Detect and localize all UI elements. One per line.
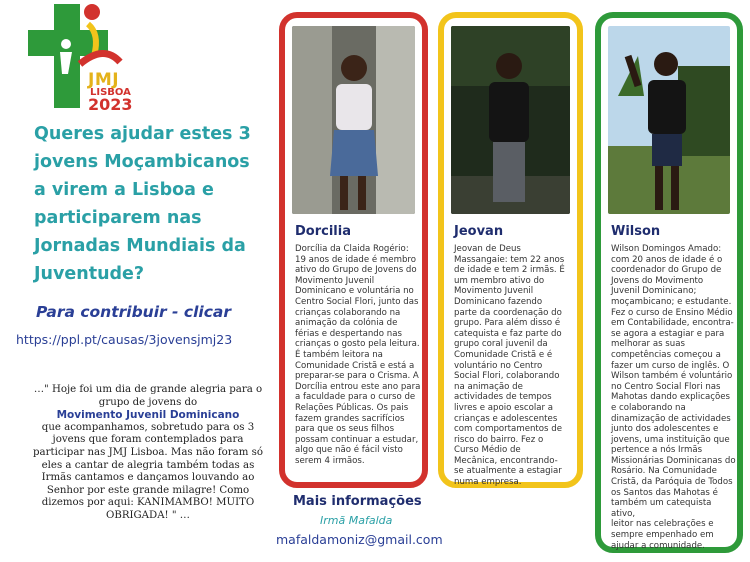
quote-body: que acompanhamos, sobretudo para os 3 jovens que foram contemplados para participar nas JMJ Lisboa. Mas não foram só eles a cantar de alegria também todas as Irmãs cantamos e dançamos louvando ao Senhor por este grande milagre! Como dizemos por aqui: KANIMAMBO! MUITO OBRIGADA! " …	[33, 421, 263, 521]
quote-intro: …" Hoje foi um dia de grande alegria para o grupo de jovens do	[33, 384, 263, 408]
profile-card-jeovan	[438, 12, 583, 488]
profile-photo	[292, 26, 415, 214]
testimonial-quote	[30, 384, 266, 523]
logo-year-text: 2023	[88, 95, 133, 114]
logo-jmj-text: JMJ	[88, 70, 120, 90]
card-bio: Dorcília da Claida Rogério: 19 anos de idade é membro ativo do Grupo de Jovens do Movimento Juvenil Dominicano e voluntária no Centro Social Flori, junto das crianças colaborando na animação da colónia de férias e despertando nas crianças o gosto pela leitura. É também leitora na Comunidade Cristã e está a preparar-se para o Crisma. A Dorcília entrou este ano para a faculdade para o curso de Relações Públicas. Os pais fazem grandes sacrifícios para que os seus filhos possam continuar a estudar, algo que não é fácil visto serem 4 irmãos.	[295, 244, 421, 466]
profile-photo	[608, 26, 730, 214]
quote-group-name: Movimento Juvenil Dominicano	[56, 409, 240, 422]
card-name: Jeovan	[454, 224, 504, 239]
contribute-link[interactable]: https://ppl.pt/causas/3jovensjmj23	[16, 332, 233, 347]
contact-email-link[interactable]: mafaldamoniz@gmail.com	[276, 532, 443, 547]
card-bio: Jeovan de Deus Massangaie: tem 22 anos de idade e tem 2 irmãs. É um membro ativo do Movimento Juvenil Dominicano fazendo parte da coordenação do grupo. Para além disso é catequista e faz parte do grupo coral juvenil da Comunidade Cristã e é voluntário no Centro Social Flori, colaborando na animação de actividades de tempos livres e apoio escolar a crianças e adolescentes com comportamentos de risco do bairro. Fez o Curso Médio de Mecânica, encontrando- se atualmente a estagiar numa empresa.	[454, 244, 565, 488]
card-name: Dorcilia	[295, 224, 351, 239]
profile-photo	[451, 26, 570, 214]
profile-card-dorcilia	[279, 12, 428, 488]
headline: Queres ajudar estes 3 jovens Moçambicanos a virem a Lisboa e participarem nas Jornadas Mundiais da Juventude?	[34, 124, 251, 284]
profile-card-wilson	[595, 12, 743, 553]
card-name: Wilson	[611, 224, 661, 239]
card-bio: Wilson Domingos Amado: com 20 anos de idade é o coordenador do Grupo de Jovens do Movimento Juvenil Dominicano; moçambicano; e estudante. Fez o curso de Ensino Médio em Contabilidade, encontra- se agora a estagiar e para melhorar as suas competências começou a fazer um curso de inglês. O Wilson também é voluntário no Centro Social Flori nas Mahotas dando explicações e colaborando na dinamização de actividades junto dos adolescentes e jovens, uma instituição que pertence a nós Irmãs Missionárias Dominicanas do Rosário. Na Comunidade Cristã, da Paróquia de Todos os Santos das Mahotas é também um catequista ativo, leitor nas celebrações e sempre empenhado em ajudar a comunidade.	[611, 244, 736, 551]
contribute-label: Para contribuir - clicar	[36, 303, 231, 321]
logo-city-text: LISBOA	[90, 87, 131, 98]
contact-name: Irmã Mafalda	[320, 514, 393, 527]
more-info-title: Mais informações	[293, 494, 422, 509]
